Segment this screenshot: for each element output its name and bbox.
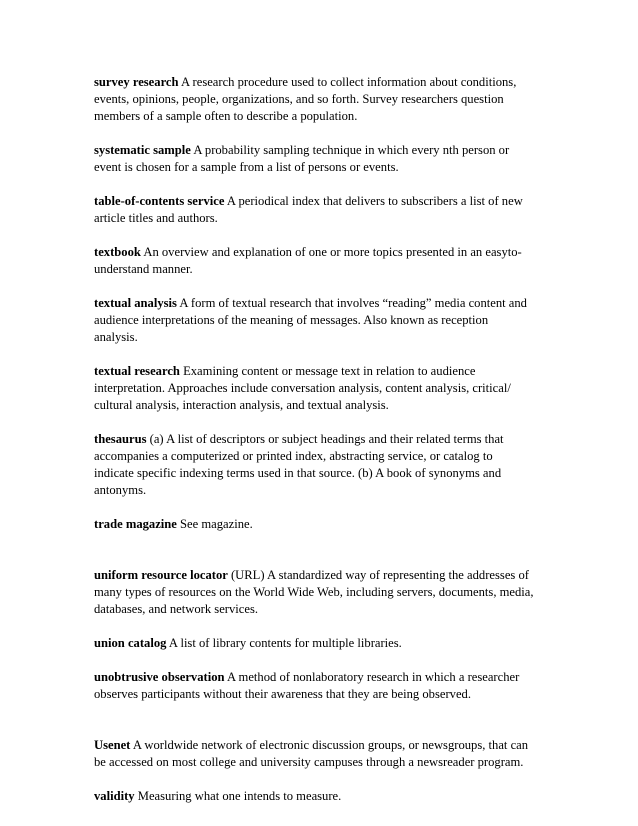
glossary-entry-usenet xyxy=(94,737,534,771)
entry-term: validity xyxy=(94,789,135,803)
entry-definition: A form of textual research that involves “reading” media content and audience interpretations of the meaning of messages. Also known as reception analysis. xyxy=(94,296,527,344)
glossary-entry-systematic-sample xyxy=(94,142,534,176)
glossary-entry-textual-analysis xyxy=(94,295,534,346)
entry-term: thesaurus xyxy=(94,432,147,446)
glossary-entry-table-of-contents-service xyxy=(94,193,534,227)
entry-definition: A list of library contents for multiple libraries. xyxy=(166,636,402,650)
entry-term: systematic sample xyxy=(94,143,191,157)
entry-term: textbook xyxy=(94,245,141,259)
glossary-entry-trade-magazine xyxy=(94,516,534,533)
entry-definition: Examining content or message text in relation to audience interpretation. Approaches include conversation analysis, content analysis, critical/ cultural analysis, interaction analysis, and textual analysis. xyxy=(94,364,511,412)
glossary-entry-union-catalog xyxy=(94,635,534,652)
entry-definition: A periodical index that delivers to subscribers a list of new article titles and authors. xyxy=(94,194,523,225)
glossary-entry-unobtrusive-observation xyxy=(94,669,534,703)
glossary-entry-survey-research xyxy=(94,74,534,125)
entry-term: Usenet xyxy=(94,738,131,752)
glossary-entry-thesaurus xyxy=(94,431,534,499)
entry-term: union catalog xyxy=(94,636,167,650)
entry-term: trade magazine xyxy=(94,517,177,531)
entry-term: table-of-contents service xyxy=(94,194,225,208)
entry-term: textual analysis xyxy=(94,296,177,310)
entry-definition: A probability sampling technique in which every nth person or event is chosen for a sample from a list of persons or events. xyxy=(94,143,510,174)
glossary-entry-validity xyxy=(94,788,534,805)
entry-definition: See magazine. xyxy=(176,517,253,531)
glossary-entry-textbook xyxy=(94,244,534,278)
entry-definition: A research procedure used to collect information about conditions, events, opinions, people, organizations, and so forth. Survey researchers question members of a sample often to describe a population. xyxy=(94,75,517,123)
entry-term: textual research xyxy=(94,364,180,378)
entry-term: uniform resource locator xyxy=(94,568,228,582)
entry-definition: An overview and explanation of one or more topics presented in an easyto-understand manner. xyxy=(94,245,522,276)
entry-definition: (a) A list of descriptors or subject headings and their related terms that accompanies a computerized or printed index, abstracting service, or catalog to indicate specific indexing terms used in that source. (b) A book of synonyms and antonyms. xyxy=(94,432,504,497)
entry-term: survey research xyxy=(94,75,179,89)
entry-definition: A method of nonlaboratory research in which a researcher observes participants without their awareness that they are being observed. xyxy=(94,670,520,701)
entry-definition: A worldwide network of electronic discussion groups, or newsgroups, that can be accessed on most college and university campuses through a newsreader program. xyxy=(94,738,529,769)
glossary-entry-textual-research xyxy=(94,363,534,414)
entry-term: unobtrusive observation xyxy=(94,670,225,684)
glossary-entries xyxy=(94,74,534,822)
entry-definition: Measuring what one intends to measure. xyxy=(134,789,342,803)
entry-definition: (URL) A standardized way of representing the addresses of many types of resources on the World Wide Web, including servers, documents, media, databases, and network services. xyxy=(94,568,534,616)
glossary-entry-uniform-resource-locator xyxy=(94,567,534,618)
